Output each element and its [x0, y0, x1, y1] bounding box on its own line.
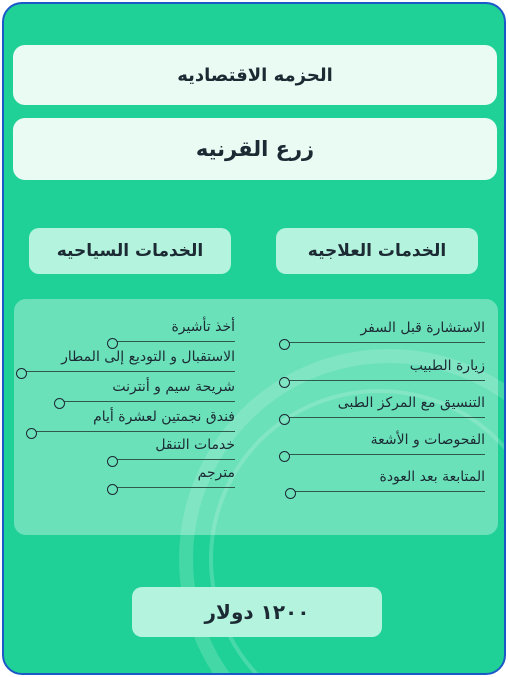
- medical-service-item[interactable]: [289, 360, 485, 381]
- medical-service-item[interactable]: [289, 434, 485, 455]
- tab-tourism-services[interactable]: الخدمات السياحيه: [29, 228, 231, 274]
- services-panel: [14, 299, 498, 535]
- tourism-service-item[interactable]: [117, 467, 235, 488]
- circle-bullet-icon: [26, 428, 37, 439]
- tourism-service-item[interactable]: [117, 439, 235, 460]
- package-card: [2, 2, 506, 675]
- circle-bullet-icon: [54, 398, 65, 409]
- circle-bullet-icon: [279, 377, 290, 388]
- circle-bullet-icon: [107, 456, 118, 467]
- program-title: زرع القرنيه: [13, 118, 497, 180]
- medical-service-item[interactable]: [289, 397, 485, 418]
- price-button[interactable]: ١٢٠٠ دولار: [132, 587, 382, 637]
- tourism-service-label: أخذ تأشيرة: [171, 319, 235, 335]
- tourism-service-item[interactable]: [36, 411, 235, 432]
- package-title: الحزمه الاقتصاديه: [13, 45, 497, 105]
- tourism-service-item[interactable]: [117, 321, 235, 342]
- circle-bullet-icon: [279, 339, 290, 350]
- tab-medical-services[interactable]: الخدمات العلاجيه: [276, 228, 478, 274]
- tourism-service-item[interactable]: [64, 381, 235, 402]
- tourism-service-label: فندق نجمتين لعشرة أيام: [93, 409, 235, 425]
- circle-bullet-icon: [16, 368, 27, 379]
- medical-service-item[interactable]: [295, 471, 485, 492]
- circle-bullet-icon: [285, 488, 296, 499]
- tourism-service-label: مترجم: [197, 465, 235, 481]
- medical-service-item[interactable]: [289, 322, 485, 343]
- circle-bullet-icon: [107, 484, 118, 495]
- medical-service-label: التنسيق مع المركز الطبى: [337, 395, 485, 411]
- medical-service-label: المتابعة بعد العودة: [379, 469, 485, 485]
- tourism-service-label: شريحة سيم و أنترنت: [112, 379, 235, 395]
- circle-bullet-icon: [279, 414, 290, 425]
- circle-bullet-icon: [279, 451, 290, 462]
- medical-service-label: الفحوصات و الأشعة: [370, 432, 485, 448]
- tourism-service-label: خدمات التنقل: [155, 437, 235, 453]
- medical-service-label: الاستشارة قبل السفر: [360, 320, 485, 336]
- medical-service-label: زيارة الطبيب: [409, 358, 485, 374]
- tourism-service-item[interactable]: [26, 351, 235, 372]
- tourism-service-label: الاستقبال و التوديع إلى المطار: [61, 349, 235, 365]
